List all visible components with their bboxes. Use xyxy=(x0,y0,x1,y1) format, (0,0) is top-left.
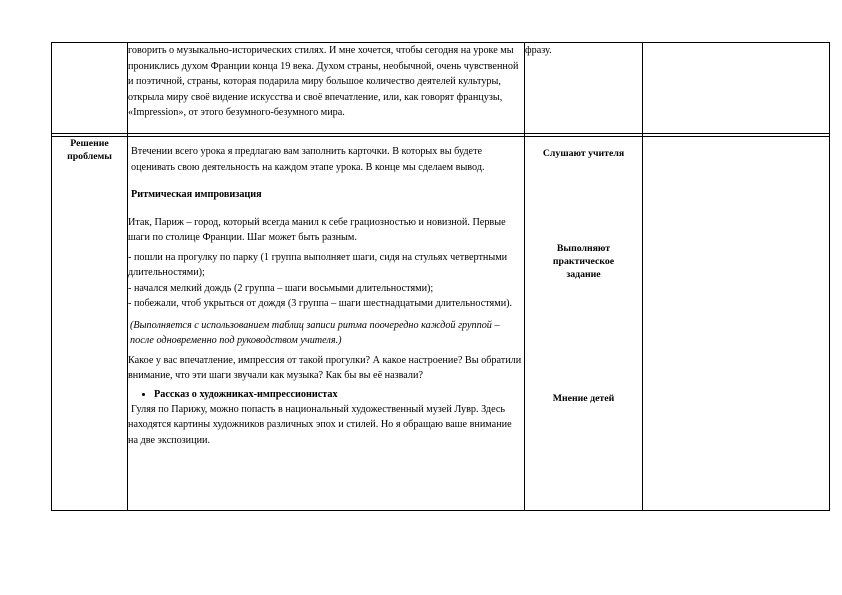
teacher-activity-cell xyxy=(128,137,525,511)
story-title: • Рассказ о художниках-импрессионистах xyxy=(154,387,524,402)
stage-cell xyxy=(52,137,128,511)
story-list xyxy=(128,387,524,402)
student-text: фразу. xyxy=(525,45,552,56)
note-text: (Выполняется с использованием таблиц записи ритма поочередно каждой группой – после одновременно под руководством учителя.) xyxy=(130,319,500,346)
student-activity-cell xyxy=(525,43,643,134)
student-action: Выполняют практическое задание xyxy=(552,242,615,280)
paris-text: Итак, Париж – город, который всегда манил к себе грациозностью и новизной. Первые шаги по столице Франции. Шаг может быть разным. xyxy=(128,216,506,243)
lesson-plan-table xyxy=(51,42,830,511)
table-row xyxy=(52,137,830,511)
teacher-activity-cell xyxy=(128,43,525,134)
section-title: Ритмическая импровизация xyxy=(131,189,262,200)
stage-title: Решение проблемы xyxy=(67,138,112,162)
step-item: - начался мелкий дождь (2 группа – шаги восьмыми длительностями); xyxy=(128,282,434,294)
table-row xyxy=(52,43,830,134)
stage-cell xyxy=(52,43,128,134)
extra-cell xyxy=(643,137,830,511)
extra-cell xyxy=(643,43,830,134)
question-text: Какое у вас впечатление, импрессия от такой прогулки? А какое настроение? Вы обратили внимание, что эти шаги звучали как музыка? Как бы вы её назвали? xyxy=(128,354,522,381)
teacher-text: говорить о музыкально-исторических стилях. И мне хочется, чтобы сегодня на уроке мы прониклись духом Франции конца 19 века. Духом страны, необычной, очень чувственной и поэтичной, страны, которая подарила миру большое количество деятелей культуры, открыла миру своё видение искусства и своё впечатление, или, как говорят французы, «Impression», от этого безумного-безумного мира. xyxy=(128,45,519,118)
step-item: - побежали, чтоб укрыться от дождя (3 группа – шаги шестнадцатыми длительностями). xyxy=(128,298,513,309)
intro-text: Втечении всего урока я предлагаю вам заполнить карточки. В которых вы будете оценивать свою деятельность на каждом этапе урока. В конце мы сделаем вывод. xyxy=(131,146,485,173)
student-action: Мнение детей xyxy=(552,392,615,404)
step-item: - пошли на прогулку по парку (1 группа выполняет шаги, сидя на стульях четвертными длительностями); xyxy=(128,251,508,278)
louvre-text: Гуляя по Парижу, можно попасть в национальный художественный музей Лувр. Здесь находятся картины художников различных эпох и стилей. Но я обращаю ваше внимание на две экспозиции. xyxy=(128,403,512,446)
student-action: Слушают учителя xyxy=(542,147,625,159)
student-activity-cell xyxy=(525,137,643,511)
